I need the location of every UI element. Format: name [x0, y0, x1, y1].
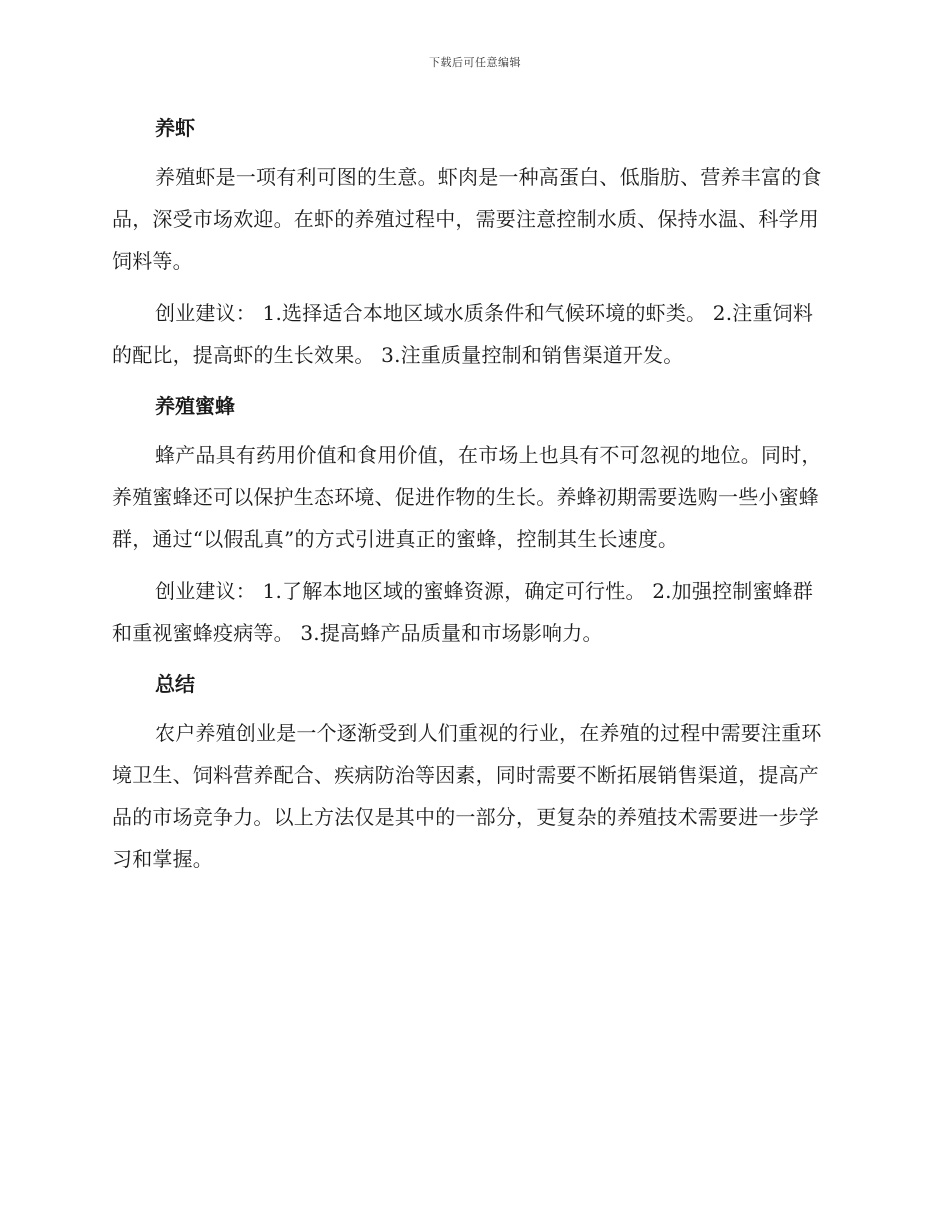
section-shrimp — [112, 108, 832, 376]
paragraph: 创业建议： 1.选择适合本地区域水质条件和气候环境的虾类。 2.注重饲料的配比，提高虾的生长效果。 3.注重质量控制和销售渠道开发。 — [112, 301, 814, 367]
section-summary — [112, 664, 832, 880]
section-heading: 养虾 — [155, 116, 195, 140]
section-heading: 养殖蜜蜂 — [155, 394, 235, 418]
paragraph: 创业建议： 1.了解本地区域的蜜蜂资源，确定可行性。 2.加强控制蜜蜂群和重视蜜蜂疫病等。 3.提高蜂产品质量和市场影响力。 — [112, 579, 814, 645]
header-note: 下载后可任意编辑 — [429, 56, 521, 69]
document-body — [112, 108, 832, 890]
paragraph: 养殖虾是一项有利可图的生意。虾肉是一种高蛋白、低脂肪、营养丰富的食品，深受市场欢迎。在虾的养殖过程中，需要注意控制水质、保持水温、科学用饲料等。 — [112, 165, 822, 273]
section-bees — [112, 386, 832, 654]
section-heading: 总结 — [155, 672, 195, 696]
paragraph: 蜂产品具有药用价值和食用价值，在市场上也具有不可忽视的地位。同时，养殖蜜蜂还可以保护生态环境、促进作物的生长。养蜂初期需要选购一些小蜜蜂群，通过“以假乱真”的方式引进真正的蜜蜂，控制其生长速度。 — [112, 443, 822, 551]
paragraph: 农户养殖创业是一个逐渐受到人们重视的行业，在养殖的过程中需要注重环境卫生、饲料营养配合、疾病防治等因素，同时需要不断拓展销售渠道，提高产品的市场竞争力。以上方法仅是其中的一部分，更复杂的养殖技术需要进一步学习和掌握。 — [112, 721, 822, 871]
